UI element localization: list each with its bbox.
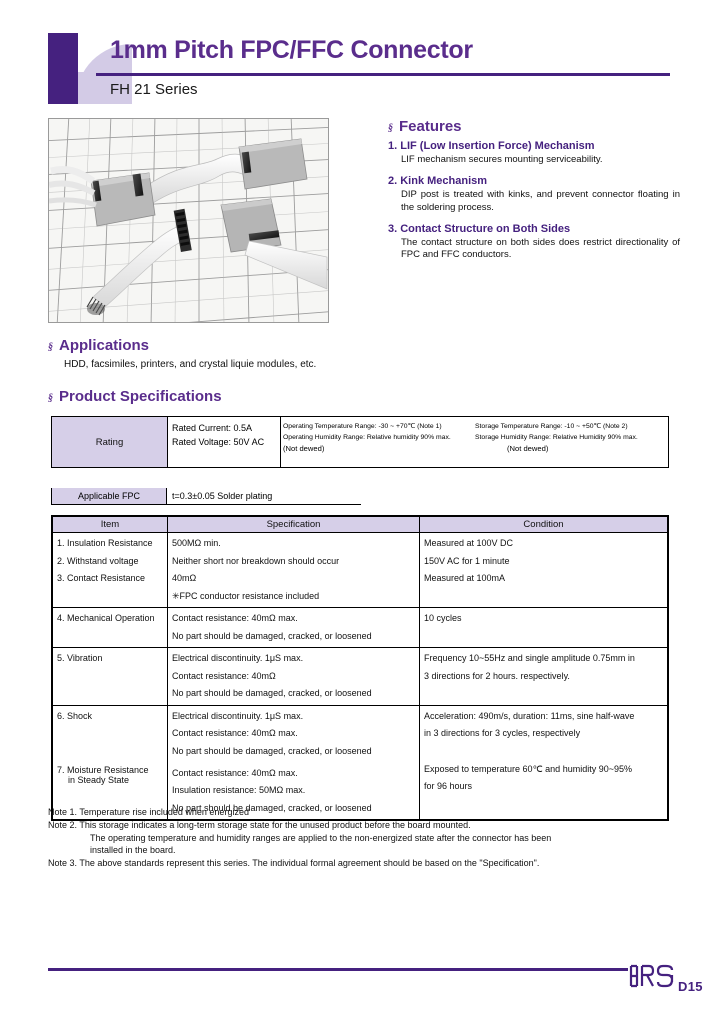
operating-dew-note: (Not dewed) (283, 444, 325, 453)
temperature-row (283, 421, 668, 432)
notes-section (48, 806, 688, 870)
page-number: D15 (678, 979, 703, 994)
spec-condition-cell (420, 705, 668, 819)
feature-title: 3. Contact Structure on Both Sides (388, 223, 571, 236)
product-specifications-section (48, 388, 222, 410)
cond-line: Exposed to temperature 60℃ and humidity 90~95% (424, 763, 632, 774)
spec-specification-cell (168, 553, 420, 571)
applications-heading (48, 337, 468, 354)
spec-specification-cell (168, 570, 420, 608)
note-line: The operating temperature and humidity ranges are applied to the non-energized state after the connector has been (90, 832, 552, 843)
header-purple-bar (48, 33, 78, 104)
spec-condition-cell (420, 648, 668, 706)
cond-line: in 3 directions for 3 cycles, respectively (424, 728, 581, 739)
note-line: Note 2. This storage indicates a long-term storage state for the unused product before the board mounted. (48, 819, 471, 830)
operating-humidity: Operating Humidity Range: Relative humidity 90% max. (283, 434, 451, 441)
page-header (0, 0, 720, 110)
section-mark-icon: § (388, 123, 393, 134)
rating-electrical-cell (168, 417, 281, 467)
spec-line: Contact resistance: 40mΩ max. (172, 767, 298, 778)
spec-line: Insulation resistance: 50MΩ max. (172, 785, 306, 796)
table-row (53, 705, 668, 762)
spec-line: No part should be damaged, cracked, or loosened (172, 802, 372, 813)
rating-environment-cell (281, 417, 668, 467)
spec-line: 500MΩ min. (172, 538, 221, 548)
spec-item-line: 1. Insulation Resistance (57, 538, 153, 548)
operating-temperature: Operating Temperature Range: -30 ~ +70℃ (Note 1) (283, 423, 442, 430)
table-row (53, 648, 668, 706)
feature-body: The contact structure on both sides does restrict directionality of FPC and FFC conductors. (401, 237, 680, 261)
spec-item-cell (53, 533, 168, 553)
storage-temperature: Storage Temperature Range: -10 ~ +50℃ (Note 2) (475, 423, 628, 430)
cond-line: Frequency 10~55Hz and single amplitude 0.75mm in (424, 653, 635, 664)
spec-line: Electrical discontinuity. 1μS max. (172, 710, 304, 721)
table-row (53, 608, 668, 648)
product-specifications-heading (48, 388, 222, 405)
feature-title: 1. LIF (Low Insertion Force) Mechanism (388, 140, 595, 152)
applications-heading-text: Applications (59, 337, 150, 354)
spec-line: Contact resistance: 40mΩ max. (172, 728, 298, 739)
product-photo (48, 118, 329, 323)
cond-line: Acceleration: 490m/s, duration: 11ms, sine half-wave (424, 710, 635, 721)
table-row (53, 533, 668, 553)
features-section (388, 118, 680, 262)
rating-table (51, 416, 669, 468)
applications-body: HDD, facsimiles, printers, and crystal liquie modules, etc. (64, 359, 317, 370)
spec-item-line: 5. Vibration (57, 653, 103, 664)
rating-label: Rating (52, 417, 168, 467)
rated-current: Rated Current: 0.5A (172, 423, 253, 433)
spec-item-line: 3. Contact Resistance (57, 573, 146, 584)
spec-item-cell (53, 705, 168, 762)
spec-header-specification: Specification (168, 517, 420, 533)
note-line: Note 1. Temperature rise included when energized (48, 807, 249, 817)
note-line: installed in the board. (90, 845, 176, 856)
spec-item-cell (53, 648, 168, 706)
spec-item-line: 4. Mechanical Operation (57, 613, 155, 624)
spec-item-line: 6. Shock (57, 710, 93, 721)
spec-line: 40mΩ (172, 573, 197, 584)
spec-item-cell (53, 608, 168, 648)
spec-specification-cell (168, 705, 420, 762)
spec-item-line: 7. Moisture Resistance (57, 764, 149, 775)
cond-line: 150V AC for 1 minute (424, 555, 510, 566)
spec-line: No part should be damaged, cracked, or loosened (172, 688, 372, 699)
specification-table (51, 515, 669, 821)
cond-line: for 96 hours (424, 781, 473, 792)
spec-specification-cell (168, 608, 420, 648)
dew-row (283, 443, 668, 456)
section-mark-icon: § (48, 393, 53, 404)
storage-dew-note: (Not dewed) (507, 444, 549, 453)
spec-table-header-row (53, 517, 668, 533)
feature-title: 2. Kink Mechanism (388, 175, 488, 188)
features-heading (388, 118, 680, 135)
table-row (53, 570, 668, 608)
section-mark-icon: § (48, 342, 53, 353)
spec-line: No part should be damaged, cracked, or loosened (172, 746, 372, 757)
product-photo-image (49, 119, 328, 322)
page-title: 1mm Pitch FPC/FFC Connector (110, 36, 473, 64)
spec-item-line: 2. Withstand voltage (57, 555, 139, 566)
spec-line: Electrical discontinuity. 1μS max. (172, 653, 304, 664)
spec-line: Neither short nor breakdown should occur (172, 555, 340, 566)
humidity-row (283, 432, 668, 443)
spec-condition-cell (420, 533, 668, 553)
spec-condition-cell (420, 553, 668, 571)
product-specifications-heading-text: Product Specifications (59, 388, 222, 405)
applications-section (48, 337, 468, 370)
spec-line: ✳FPC conductor resistance included (172, 590, 320, 601)
series-name: FH 21 Series (110, 81, 198, 98)
spec-header-condition: Condition (420, 517, 668, 533)
footer-rule (48, 968, 628, 971)
spec-header-item: Item (53, 517, 168, 533)
spec-item-cell (53, 570, 168, 608)
spec-line: Contact resistance: 40mΩ max. (172, 613, 298, 624)
spec-item-line: in Steady State (68, 774, 130, 785)
feature-body: LIF mechanism secures mounting serviceability. (401, 154, 603, 165)
spec-condition-cell (420, 570, 668, 608)
table-row (53, 553, 668, 571)
header-rule (96, 73, 670, 76)
feature-body: DIP post is treated with kinks, and prevent connector floating in the soldering process. (401, 189, 680, 213)
applicable-fpc-row (51, 488, 361, 505)
applicable-fpc-value: t=0.3±0.05 Solder plating (172, 491, 273, 501)
spec-item-cell (53, 553, 168, 571)
rated-voltage: Rated Voltage: 50V AC (172, 436, 265, 447)
applicable-fpc-label: Applicable FPC (51, 488, 167, 504)
cond-line: Measured at 100mA (424, 573, 506, 584)
spec-line: Contact resistance: 40mΩ (172, 670, 276, 681)
cond-line: Measured at 100V DC (424, 538, 514, 548)
features-heading-text: Features (399, 118, 462, 135)
spec-condition-cell (420, 608, 668, 648)
storage-humidity: Storage Humidity Range: Relative Humidity 90% max. (475, 434, 638, 441)
note-line: Note 3. The above standards represent this series. The individual formal agreement should be based on the "Specification". (48, 858, 540, 869)
spec-line: No part should be damaged, cracked, or loosened (172, 630, 372, 641)
spec-specification-cell (168, 648, 420, 706)
cond-line: 10 cycles (424, 613, 462, 624)
spec-specification-cell (168, 533, 420, 553)
cond-line: 3 directions for 2 hours. respectively. (424, 670, 570, 681)
hrs-logo-icon (628, 963, 676, 994)
